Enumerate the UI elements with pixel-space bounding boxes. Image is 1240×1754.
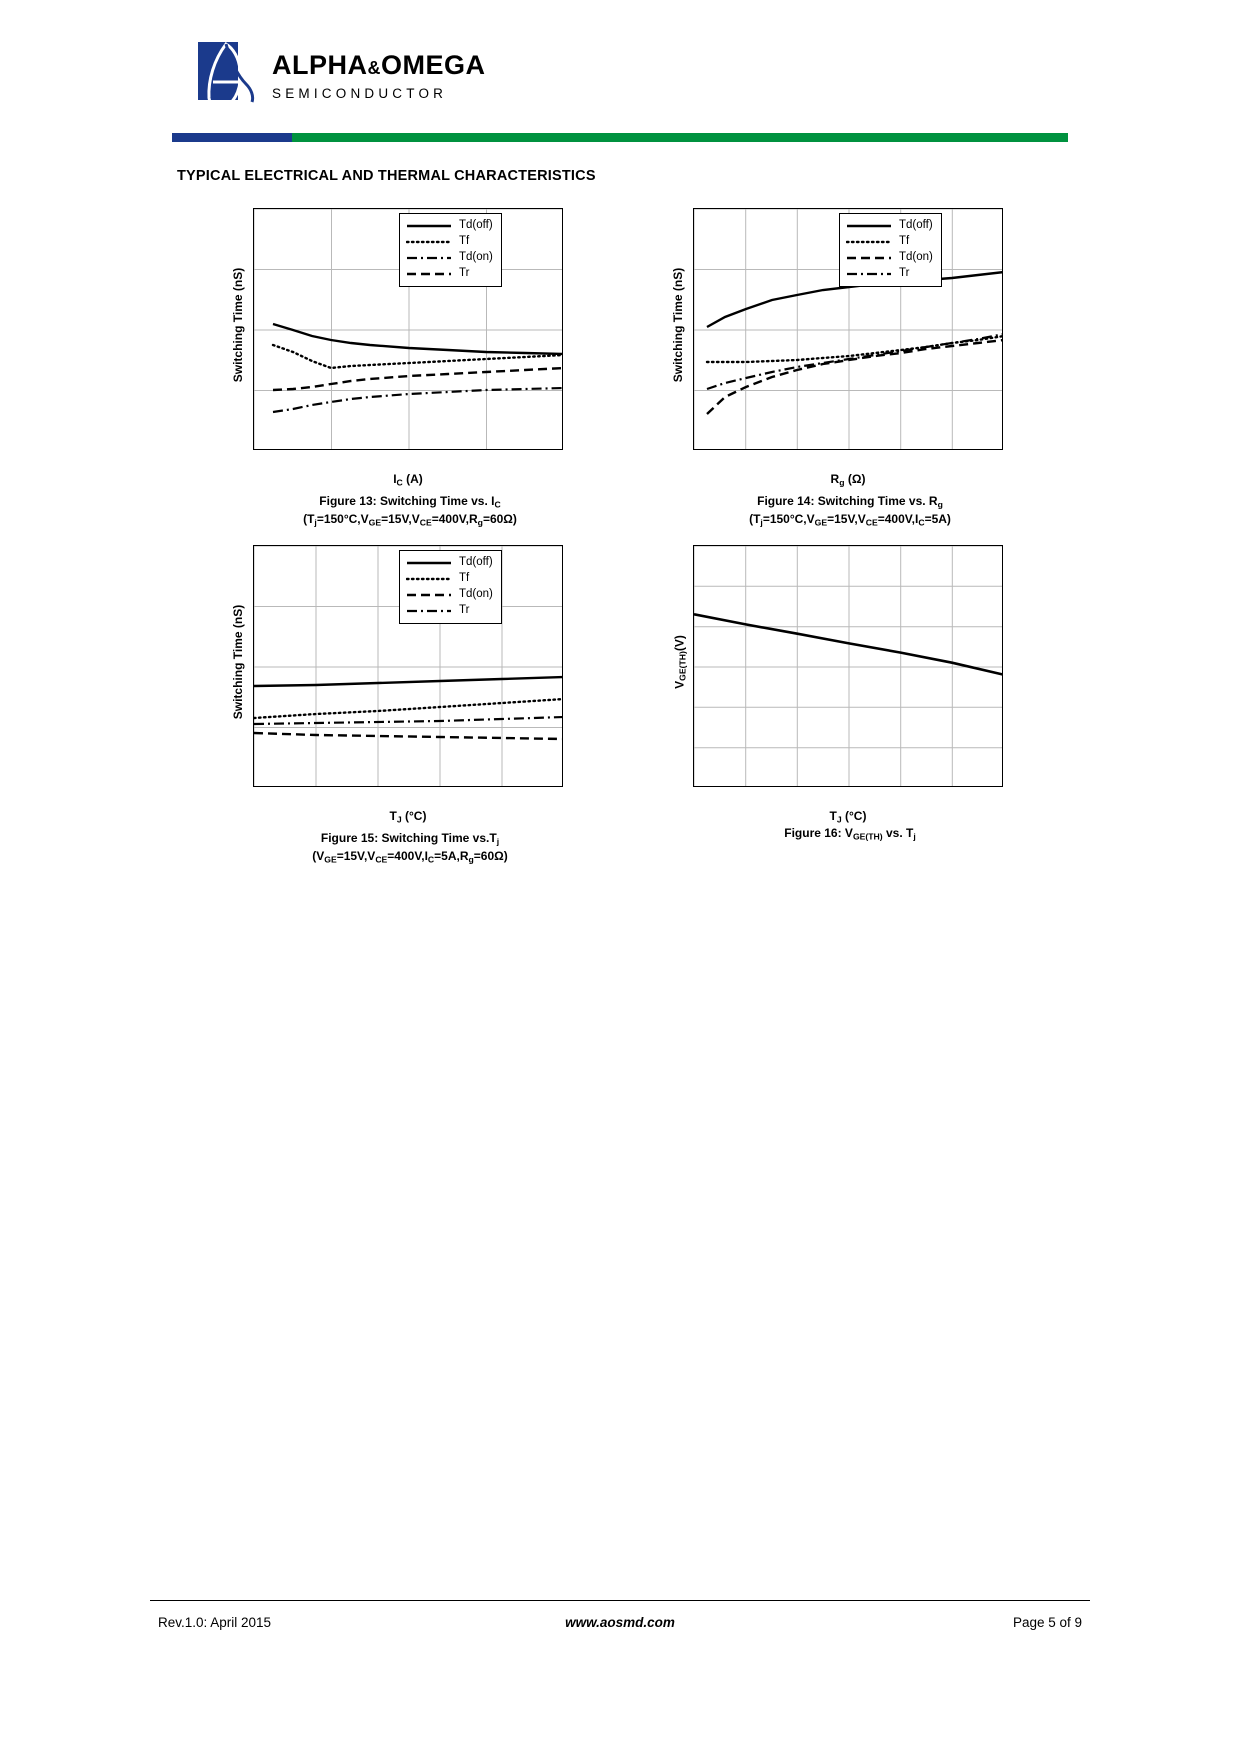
figure-16-ylabel: [672, 567, 687, 757]
xlabel-unit: (°C): [841, 809, 867, 823]
page-footer: [0, 1600, 1240, 1660]
legend-label: Tf: [459, 572, 470, 585]
legend-label: Tf: [899, 235, 910, 248]
brand-ampersand: &: [367, 57, 381, 78]
legend-label: Tf: [459, 235, 470, 248]
legend-line-dashdot: [846, 268, 892, 280]
xlabel-main: T: [389, 809, 397, 823]
brand-name-omega: OMEGA: [381, 49, 486, 80]
figure-15-caption: [195, 830, 625, 866]
caption-line1-sub: C: [494, 499, 501, 510]
legend-item: [846, 266, 933, 282]
xlabel-main: T: [829, 809, 837, 823]
figure-14-ylabel: Switching Time (nS): [671, 267, 685, 383]
ylabel-tail: (V): [672, 635, 687, 652]
legend-label: Td(on): [899, 251, 933, 264]
ylabel-sub: GE(TH): [677, 651, 688, 681]
figure-16: [635, 537, 947, 842]
caption-line1-sub: j: [496, 836, 500, 847]
legend-item: [406, 587, 493, 603]
figure-14-legend: [839, 213, 942, 287]
figure-14-plot: [635, 200, 951, 528]
figure-15: [195, 537, 508, 865]
caption-line2: $(V_{GE}=15V,V_{CE}=400V,I_C=5A,R_g=60\Omega)$: [312, 849, 508, 865]
xlabel-unit: (Ω): [844, 472, 866, 486]
xlabel-main: R: [830, 472, 840, 486]
legend-line-dotted: [406, 573, 452, 585]
footer-revision: Rev.1.0: April 2015: [158, 1615, 272, 1630]
caption-line1-sub: g: [937, 499, 943, 510]
figure-16-plot: [635, 537, 947, 842]
figure-15-ylabel: Switching Time (nS): [231, 604, 245, 720]
xlabel-unit: (°C): [401, 809, 427, 823]
footer-website-link[interactable]: www.aosmd.com: [565, 1615, 675, 1630]
legend-item: [846, 218, 933, 234]
legend-item: [406, 603, 493, 619]
caption-line1-tail: vs. T: [882, 826, 914, 840]
brand-subtitle: SEMICONDUCTOR: [272, 86, 448, 102]
legend-item: [406, 571, 493, 587]
figure-13: [195, 200, 517, 528]
legend-label: Td(off): [459, 556, 493, 569]
figure-13-ylabel: Switching Time (nS): [231, 267, 245, 383]
legend-line-dotted: [406, 236, 452, 248]
brand-text: [272, 51, 486, 102]
xlabel-sub: g: [839, 477, 845, 488]
alpha-omega-logo-icon: [196, 40, 258, 112]
xlabel-sub: J: [396, 814, 402, 825]
caption-line1: Figure 15: Switching Time vs.T: [320, 831, 497, 845]
page-title: TYPICAL ELECTRICAL AND THERMAL CHARACTERISTICS: [177, 168, 596, 184]
caption-line1-sub2: j: [913, 831, 916, 842]
caption-line1: Figure 14: Switching Time vs. R: [757, 494, 938, 508]
figure-14-caption: [635, 493, 1065, 529]
figure-16-caption: [635, 825, 1065, 843]
legend-label: Td(on): [459, 588, 493, 601]
brand-title: [272, 51, 486, 81]
figure-16-axes: [693, 545, 1003, 787]
page-header: [0, 0, 1240, 150]
figure-13-legend: [399, 213, 502, 287]
legend-line-dashdot: [406, 605, 452, 617]
xlabel-unit: (A): [402, 472, 423, 486]
xlabel-sub: C: [396, 477, 403, 488]
figure-15-axes: [253, 545, 563, 787]
header-rule-blue: [172, 133, 292, 142]
legend-label: Tr: [899, 267, 910, 280]
caption-line2: $(T_j=150^\circ C,V_{GE}=15V,V_{CE}=400V,R_g=60\Omega)$: [303, 512, 517, 528]
legend-item: [406, 218, 493, 234]
brand-name-alpha: ALPHA: [272, 49, 368, 80]
legend-label: Td(off): [459, 219, 493, 232]
legend-item: [406, 250, 493, 266]
figure-15-plot: [195, 537, 508, 865]
caption-line2: $(T_j=150^\circ C,V_{GE}=15V,V_{CE}=400V,I_C=5A)$: [749, 512, 951, 528]
legend-label: Tr: [459, 267, 470, 280]
legend-item: [406, 266, 493, 282]
legend-item: [846, 250, 933, 266]
ylabel-main: V: [672, 680, 687, 689]
legend-line-dashed: [406, 268, 452, 280]
figure-13-plot: [195, 200, 517, 528]
footer-divider: [150, 1600, 1090, 1601]
header-rule-green: [172, 133, 1068, 142]
figure-13-axes: [253, 208, 563, 450]
legend-line-dotted: [846, 236, 892, 248]
figure-14-xlabel: [693, 472, 1003, 487]
figure-13-xlabel: [253, 472, 563, 487]
legend-line-dashed: [406, 589, 452, 601]
figure-14-axes: [693, 208, 1003, 450]
xlabel-sub: J: [836, 814, 842, 825]
caption-line1: Figure 16: V: [784, 826, 853, 840]
legend-line-dashdot: [406, 252, 452, 264]
footer-page-number: Page 5 of 9: [1012, 1615, 1082, 1630]
legend-label: Td(on): [459, 251, 493, 264]
legend-label: Tr: [459, 604, 470, 617]
figure-15-legend: [399, 550, 502, 624]
figure-16-xlabel: [693, 809, 1003, 824]
legend-line-solid: [406, 220, 452, 232]
company-logo: [196, 40, 486, 112]
figure-15-xlabel: [253, 809, 563, 824]
xlabel-main: I: [393, 472, 397, 486]
caption-line1-sub: GE(TH): [852, 831, 883, 842]
caption-line1: Figure 13: Switching Time vs. I: [319, 494, 495, 508]
legend-line-dashed: [846, 252, 892, 264]
legend-item: [846, 234, 933, 250]
legend-label: Td(off): [899, 219, 933, 232]
legend-line-solid: [406, 557, 452, 569]
figure-13-caption: [195, 493, 625, 529]
figure-14: [635, 200, 951, 528]
legend-line-solid: [846, 220, 892, 232]
legend-item: [406, 234, 493, 250]
legend-item: [406, 555, 493, 571]
